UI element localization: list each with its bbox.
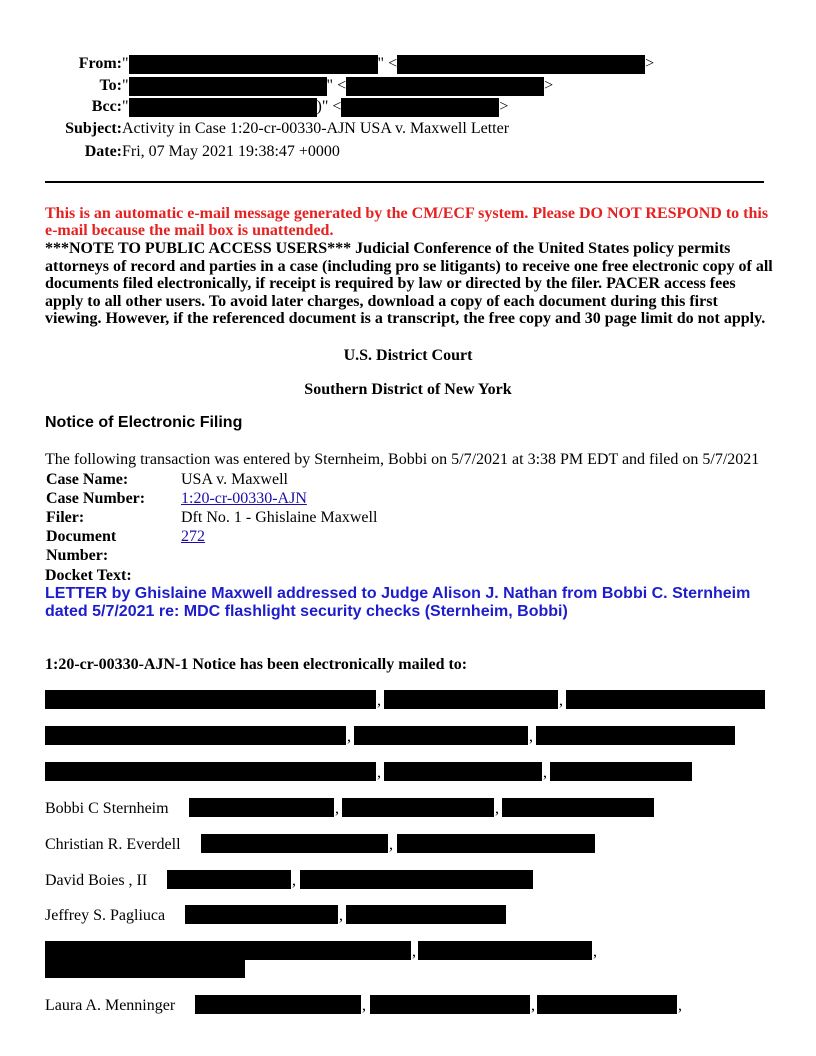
docket-text-label: Docket Text: [45,567,132,584]
redaction [502,798,654,817]
document-number-cell [180,527,379,565]
divider [45,181,764,183]
comma: , [678,997,682,1014]
quote: " [122,77,129,94]
recipient-line [45,762,695,782]
bracket: > [499,98,509,115]
redaction [129,55,378,74]
table-row [45,527,379,565]
redaction [185,905,338,924]
comma: , [362,997,366,1014]
filer-label: Filer: [46,509,85,526]
comma: , [377,692,381,709]
redaction [418,941,592,960]
redaction [384,762,542,781]
recipient-line [45,960,247,980]
recipient-name: Bobbi C Sternheim [45,800,169,817]
bracket: > [645,55,655,72]
redaction [346,905,506,924]
bracket: > [544,77,554,94]
redaction [397,55,645,74]
redaction [566,690,765,709]
redaction [342,798,494,817]
public-access-note: ***NOTE TO PUBLIC ACCESS USERS*** Judicial Conference of the United States policy permits attorneys of record and parties in a case (including pro se litigants) to receive one free electronic copy of all documents filed electronically, if receipt is required by law or directed by the filer. PACER access fees apply to all other users. To avoid later charges, download a copy of each document during this first viewing. However, if the referenced document is a transcript, the free copy and 30 page limit do not apply. [45,240,773,327]
recipient-name: Christian R. Everdell [45,836,181,853]
court-name: U.S. District Court [343,347,473,364]
recipient-line [45,995,687,1015]
redaction [384,690,558,709]
mailed-heading: 1:20-cr-00330-AJN-1 Notice has been electronically mailed to: [45,656,468,673]
comma: , [412,943,416,960]
comma: , [495,800,499,817]
bcc-label: Bcc: [91,98,122,115]
table-row [45,470,379,489]
redaction [536,726,735,745]
comma: , [529,728,533,745]
subject-label: Subject: [65,120,122,137]
redaction [45,960,245,978]
filer-value: Dft No. 1 - Ghislaine Maxwell [181,509,378,526]
case-info-table [45,470,379,565]
from-row [0,53,816,75]
bcc-row [0,96,816,118]
redaction [45,690,376,709]
nef-heading: Notice of Electronic Filing [45,414,243,431]
recipient-line [45,870,535,890]
auto-message-warning: This is an automatic e-mail message generated by the CM/ECF system. Please DO NOT RESPOND to this e-mail because the mail box is unattended. [45,205,769,239]
case-number-label: Case Number: [46,490,146,507]
case-number-cell [180,489,379,508]
case-name-label: Case Name: [46,471,129,488]
case-number-link[interactable]: 1:20-cr-00330-AJN [181,490,307,507]
comma: , [593,943,597,960]
transaction-text: The following transaction was entered by Sternheim, Bobbi on 5/7/2021 at 3:38 PM EDT and filed on 5/7/2021 [45,451,760,468]
district-name: Southern District of New York [304,381,512,398]
quote: " [122,98,129,115]
comma: , [335,800,339,817]
docket-text: LETTER by Ghislaine Maxwell addressed to Judge Alison J. Nathan from Bobbi C. Sternheim dated 5/7/2021 re: MDC flashlight security checks (Sternheim, Bobbi) [45,585,751,620]
case-name-value: USA v. Maxwell [181,471,288,488]
redaction [129,77,327,96]
comma: , [531,997,535,1014]
date-value: Fri, 07 May 2021 19:38:47 +0000 [122,143,340,160]
bcc-value [122,96,508,118]
subject-value: Activity in Case 1:20-cr-00330-AJN USA v. Maxwell Letter [122,120,510,137]
redaction [370,995,530,1014]
recipient-line [45,690,767,710]
quote: )" < [316,98,342,115]
recipient-line [45,834,597,854]
redaction [346,77,544,96]
redaction [537,995,677,1014]
date-row [0,141,816,163]
date-label: Date: [84,143,122,160]
redaction [201,834,388,853]
from-value [122,53,654,75]
redaction [189,798,334,817]
redaction [129,98,317,117]
recipient-line [45,941,605,961]
redaction [45,762,376,781]
redaction [45,726,346,745]
to-label: To: [99,77,122,94]
quote: " < [377,55,398,72]
redaction [354,726,528,745]
quote: " [122,55,129,72]
document-number-label: Document Number: [46,528,117,564]
quote: " < [326,77,347,94]
recipient-name: David Boies , II [45,872,148,889]
to-value [122,75,553,97]
recipient-line [45,726,737,746]
comma: , [543,764,547,781]
comma: , [347,728,351,745]
comma: , [377,764,381,781]
recipient-name: Jeffrey S. Pagliuca [45,907,166,924]
table-row [45,508,379,527]
recipient-line [45,905,507,925]
comma: , [559,692,563,709]
comma: , [292,872,296,889]
redaction [195,995,361,1014]
document-number-link[interactable]: 272 [181,528,205,545]
redaction [341,98,499,117]
redaction [300,870,533,889]
subject-row [0,118,816,140]
from-label: From: [78,55,122,72]
redaction [167,870,291,889]
to-row [0,75,816,97]
table-row [45,489,379,508]
redaction [550,762,692,781]
redaction [397,834,595,853]
recipient-line [45,798,657,818]
recipient-name: Laura A. Menninger [45,997,176,1014]
comma: , [339,907,343,924]
comma: , [389,836,393,853]
redaction [45,941,411,960]
